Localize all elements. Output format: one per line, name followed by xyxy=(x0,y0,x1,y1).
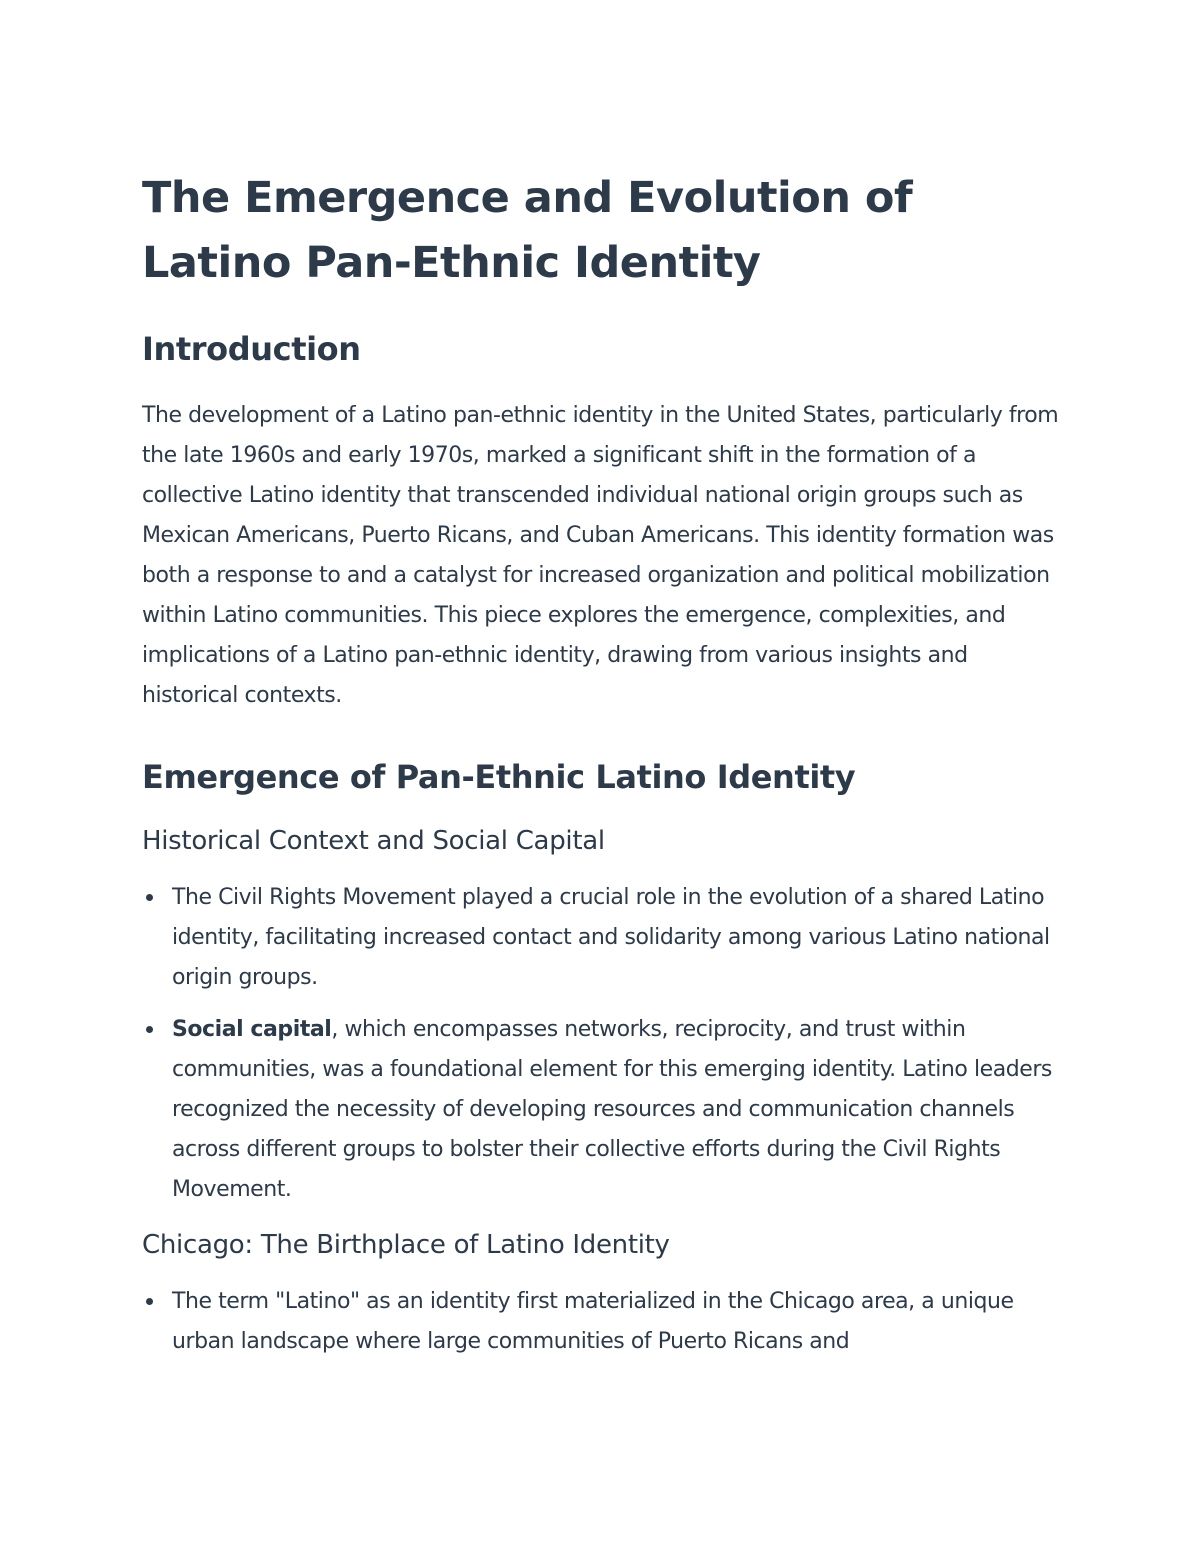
bullet-icon xyxy=(146,1026,153,1033)
list-item-text: , which encompasses networks, reciprocity, and trust within communities, was a foundational element for this emerging identity. Latino leaders recognized the necessity of developing resources and communication channels across different groups to bolster their collective efforts during the Civil Rights Movement. xyxy=(172,1017,1052,1202)
historical-context-heading: Historical Context and Social Capital xyxy=(142,826,605,856)
historical-context-list xyxy=(142,878,1060,1210)
list-item xyxy=(142,1010,1060,1210)
emergence-heading: Emergence of Pan-Ethnic Latino Identity xyxy=(142,758,856,796)
list-item xyxy=(142,878,1060,998)
chicago-list xyxy=(142,1282,1060,1362)
introduction-heading: Introduction xyxy=(142,330,361,368)
list-item-text: The term "Latino" as an identity first materialized in the Chicago area, a unique urban landscape where large communities of Puerto Ricans and xyxy=(172,1289,1014,1354)
introduction-paragraph: The development of a Latino pan-ethnic identity in the United States, particularly from the late 1960s and early 1970s, marked a significant shift in the formation of a collective Latino identity that transcended individual national origin groups such as Mexican Americans, Puerto Ricans, and Cuban Americans. This identity formation was both a response to and a catalyst for increased organization and political mobilization within Latino communities. This piece explores the emergence, complexities, and implications of a Latino pan-ethnic identity, drawing from various insights and historical contexts. xyxy=(142,403,1059,708)
list-item-bold-term: Social capital xyxy=(172,1017,332,1042)
bullet-icon xyxy=(146,894,153,901)
list-item xyxy=(142,1282,1060,1362)
list-item-text: The Civil Rights Movement played a crucial role in the evolution of a shared Latino identity, facilitating increased contact and solidarity among various Latino national origin groups. xyxy=(172,885,1050,990)
document-title: The Emergence and Evolution of Latino Pan-Ethnic Identity xyxy=(142,173,913,288)
chicago-heading: Chicago: The Birthplace of Latino Identity xyxy=(142,1230,670,1260)
bullet-icon xyxy=(146,1298,153,1305)
